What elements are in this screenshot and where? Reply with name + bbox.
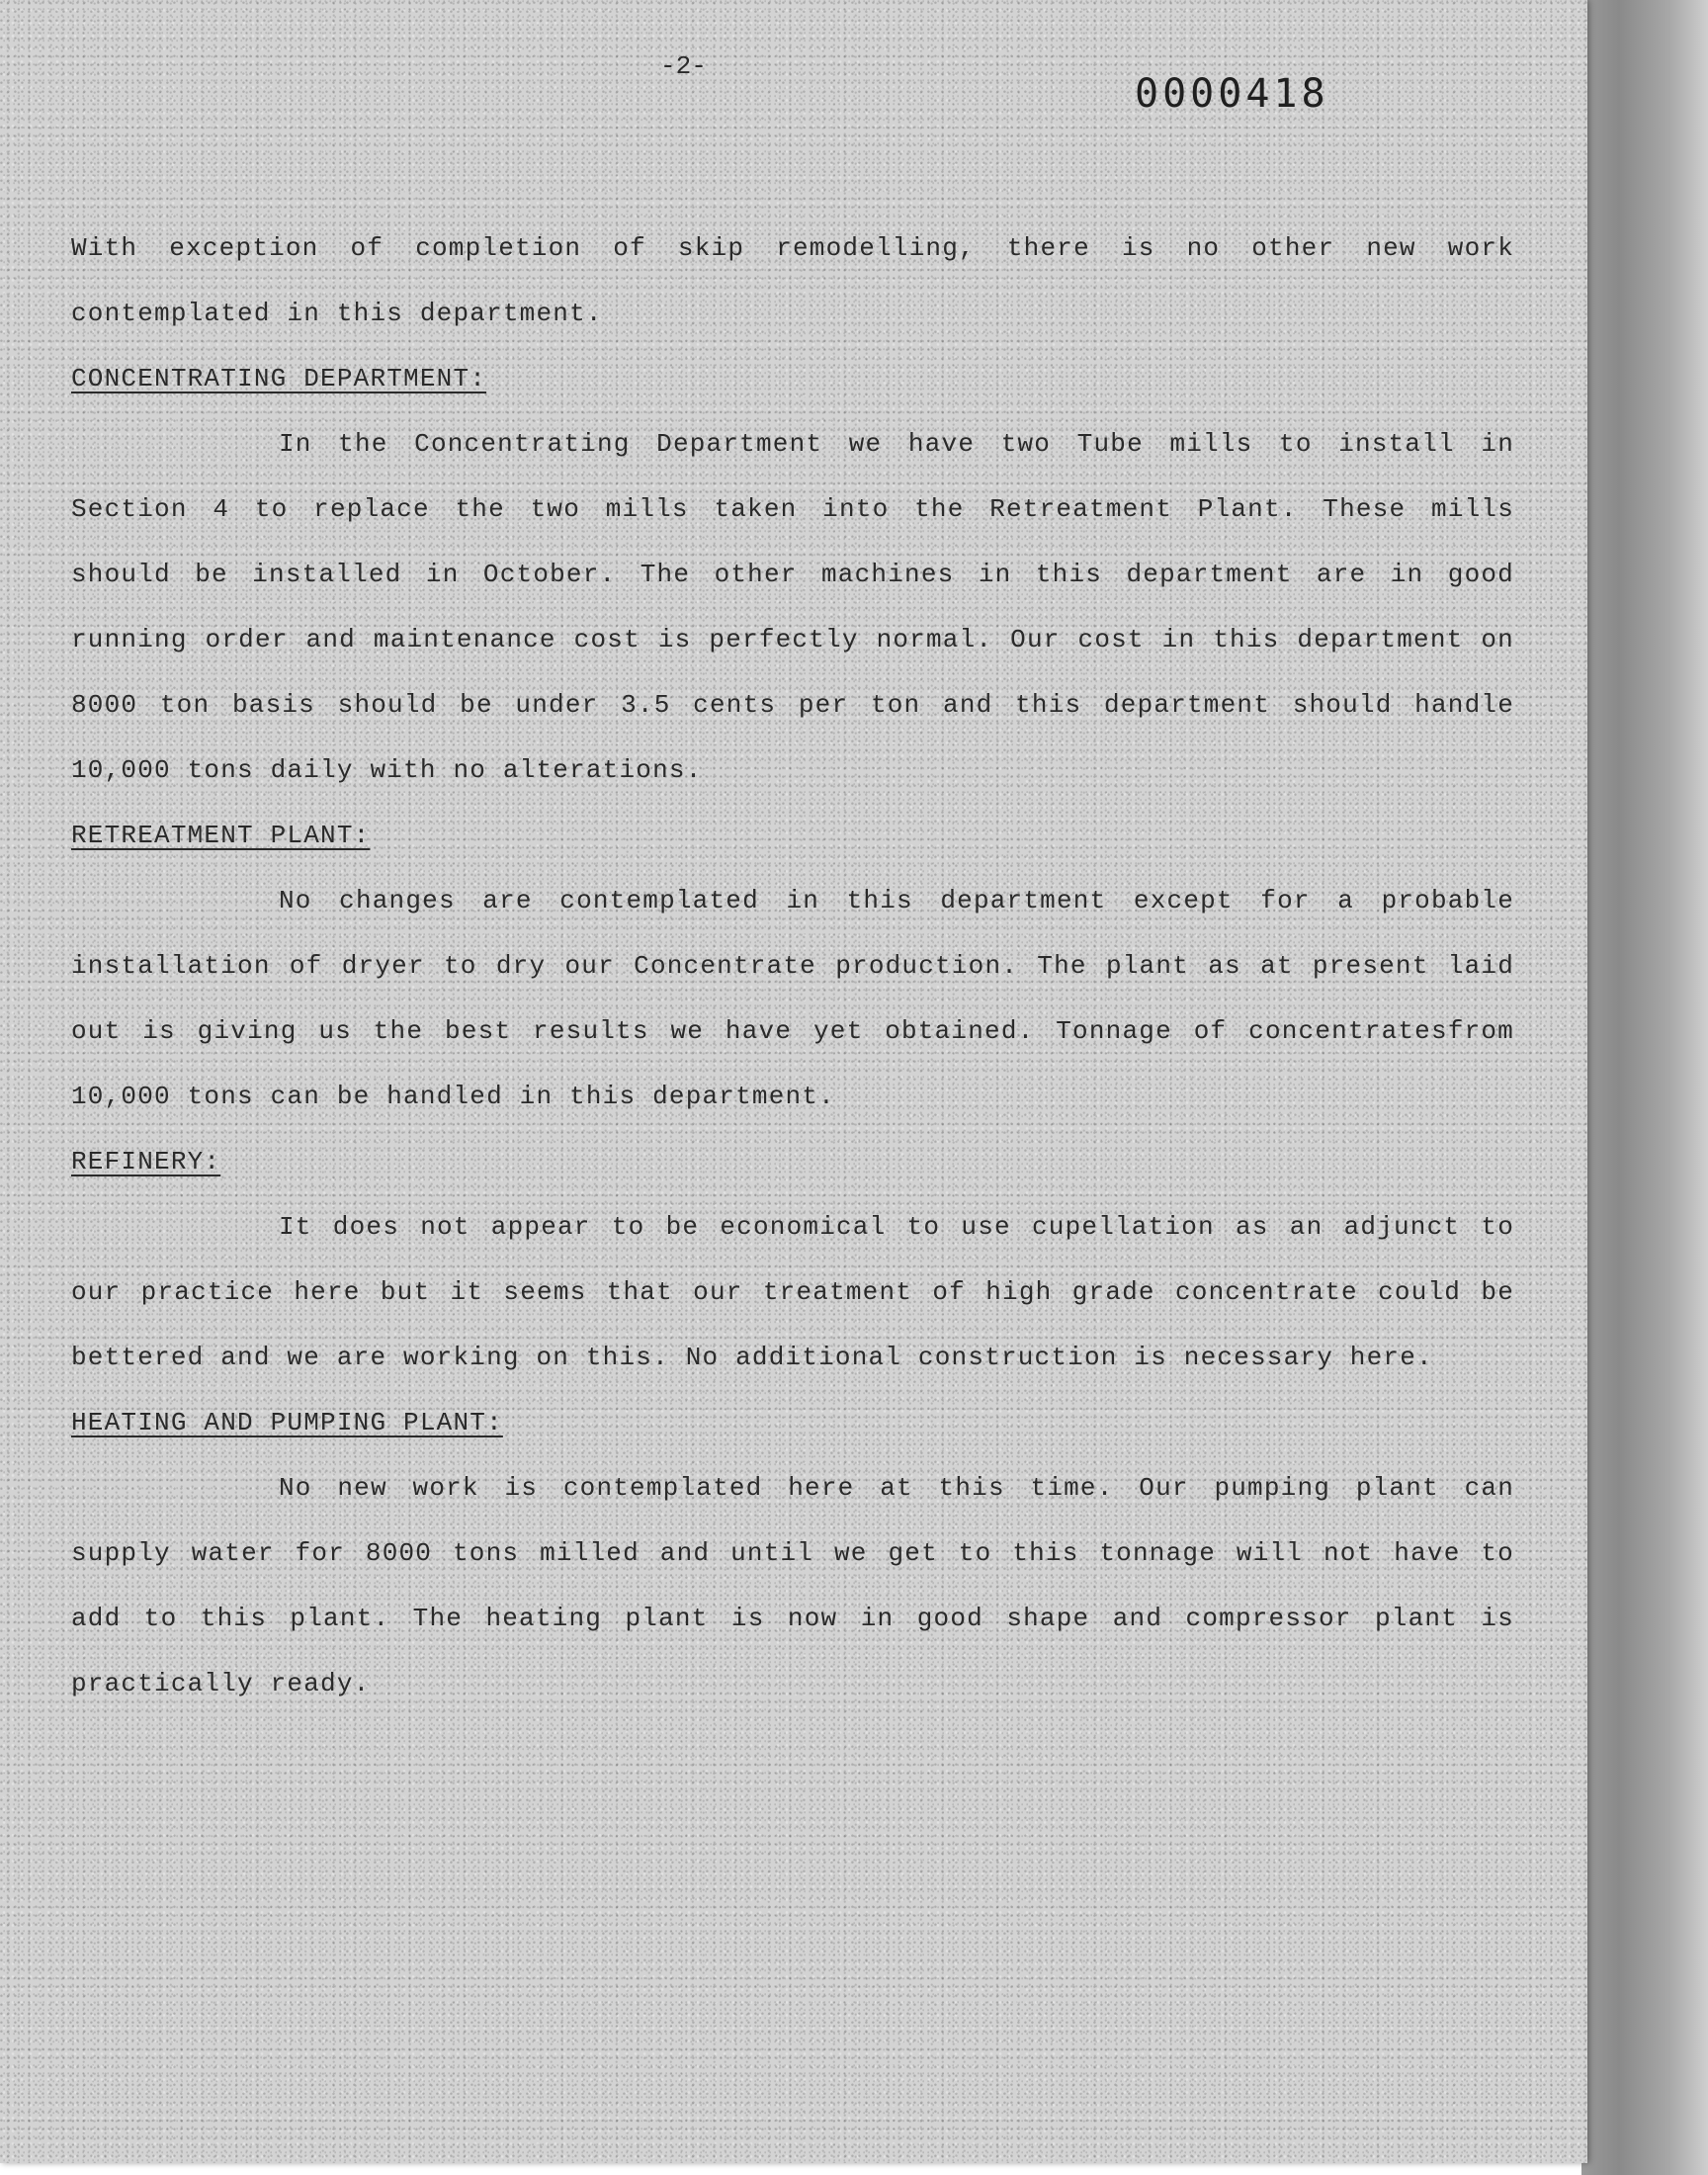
section-heading-heating-pumping: HEATING AND PUMPING PLANT: — [71, 1408, 503, 1437]
section-heading-refinery: REFINERY: — [71, 1147, 221, 1176]
intro-paragraph: With exception of completion of skip remodelling, there is no other new work contemplated in this department. — [71, 233, 1514, 328]
section-text-concentrating: In the Concentrating Department we have two Tube mills to install in Section 4 to replace the two mills taken into the Retreatment Plant. These mills should be installed in October. The other machines in this department are in good running order and maintenance cost is perfectly normal. Our cost in this department on 8000 ton basis should be under 3.5 cents per ton and this department should handle 10,000 tons daily with no alterations. — [71, 429, 1514, 785]
section-text-retreatment: No changes are contemplated in this department except for a probable installation of dryer to dry our Concentrate production. The plant as at present laid out is giving us the best results we have yet obtained. Tonnage of concentratesfrom 10,000 tons can be handled in this department. — [71, 886, 1514, 1111]
section-text-refinery: It does not appear to be economical to use cupellation as an adjunct to our practice here but it seems that our treatment of high grade concentrate could be bettered and we are working on this. No additional construction is necessary here. — [71, 1212, 1514, 1372]
section-text-heating-pumping: No new work is contemplated here at this time. Our pumping plant can supply water for 8000 tons milled and until we get to this tonnage will not have to add to this plant. The heating plant is now in good shape and compressor plant is practically ready. — [71, 1473, 1514, 1698]
section-heading-retreatment: RETREATMENT PLANT: — [71, 821, 371, 850]
document-id-stamp: 0000418 — [1135, 71, 1329, 117]
page-number: -2- — [660, 51, 707, 81]
scanner-shadow — [1581, 0, 1708, 2175]
section-heading-concentrating: CONCENTRATING DEPARTMENT: — [71, 364, 487, 393]
letter-body — [71, 216, 1514, 1716]
